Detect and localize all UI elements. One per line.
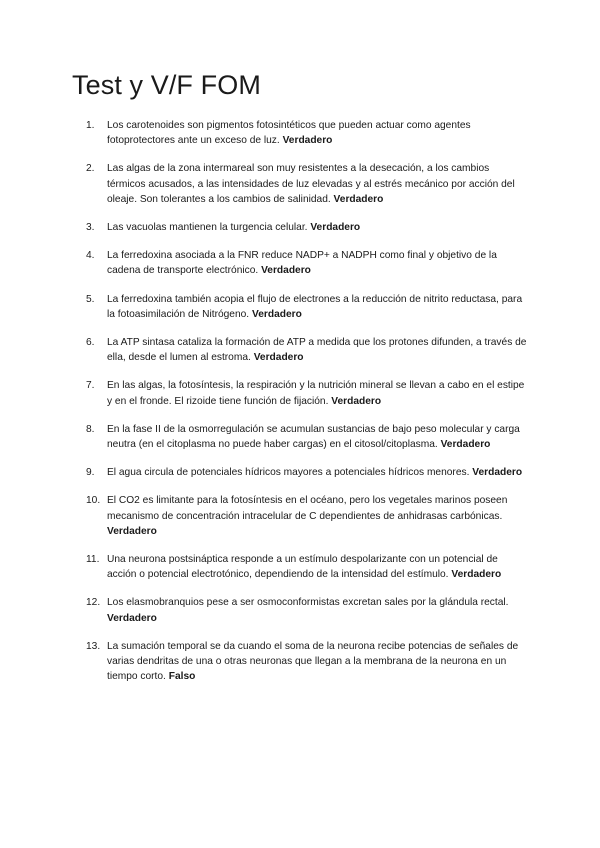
- item-number: 9.: [86, 467, 95, 479]
- item-number: 5.: [86, 293, 95, 305]
- list-item: [86, 595, 530, 626]
- list-item: [86, 248, 530, 279]
- item-number: 11.: [86, 553, 100, 565]
- list-item: [86, 422, 530, 453]
- item-number: 13.: [86, 640, 101, 652]
- item-text: Los elasmobranquios pese a ser osmoconformistas excretan sales por la glándula rectal.: [107, 597, 509, 609]
- list-item: [86, 335, 530, 366]
- list-item: [86, 161, 530, 207]
- item-text: En las algas, la fotosíntesis, la respiración y la nutrición mineral se llevan a cabo en el estipe y en el fronde. El rizoide tiene función de fijación.: [107, 380, 525, 407]
- item-answer: Verdadero: [261, 265, 311, 277]
- item-text: Las algas de la zona intermareal son muy resistentes a la desecación, a los cambios térmicos acusados, a las intensidades de luz elevadas y al estrés mecánico por acción del oleaje. Son tolerantes a los cambios de salinidad.: [107, 163, 515, 205]
- item-answer: Verdadero: [472, 467, 523, 479]
- item-answer: Verdadero: [282, 135, 333, 147]
- item-text: El CO2 es limitante para la fotosíntesis en el océano, pero los vegetales marinos poseen mecanismo de concentración intracelular de C dependientes de anhidrasas carbónicas.: [107, 495, 508, 522]
- item-text: La ATP sintasa cataliza la formación de ATP a medida que los protones difunden, a través de ella, desde el lumen al estroma.: [107, 336, 527, 364]
- item-number: 4.: [86, 250, 95, 262]
- item-number: 8.: [86, 423, 95, 435]
- item-number: 10.: [86, 495, 101, 507]
- item-answer: Verdadero: [310, 222, 361, 234]
- item-answer: Verdadero: [107, 612, 157, 624]
- item-text: La ferredoxina también acopia el flujo de electrones a la reducción de nitrito reductasa, para la fotoasimilación de Nitrógeno.: [107, 293, 523, 320]
- item-number: 12.: [86, 597, 101, 609]
- item-answer: Falso: [168, 671, 196, 683]
- item-text: Los carotenoides son pigmentos fotosintéticos que pueden actuar como agentes fotoprotectores ante un exceso de luz.: [107, 120, 471, 147]
- item-answer: Verdadero: [253, 352, 304, 364]
- item-text: En la fase II de la osmorregulación se acumulan sustancias de bajo peso molecular y carga neutra (en el citoplasma no puede haber cargas) en el citosol/citoplasma.: [107, 423, 520, 451]
- list-item: [86, 220, 530, 235]
- item-number: 6.: [86, 336, 95, 348]
- item-answer: Verdadero: [251, 308, 302, 320]
- item-answer: Verdadero: [440, 439, 491, 451]
- item-number: 2.: [86, 163, 95, 175]
- list-item: [86, 465, 530, 480]
- question-list: [86, 118, 530, 697]
- list-item: [86, 292, 530, 323]
- item-text: El agua circula de potenciales hídricos mayores a potenciales hídricos menores.: [107, 467, 470, 479]
- item-answer: Verdadero: [331, 395, 382, 407]
- item-number: 3.: [86, 222, 95, 234]
- page-title: Test y V/F FOM: [72, 70, 261, 100]
- item-answer: Verdadero: [107, 525, 157, 537]
- item-text: La ferredoxina asociada a la FNR reduce NADP+ a NADPH como final y objetivo de la cadena de transporte electrónico.: [107, 250, 497, 277]
- item-answer: Verdadero: [451, 569, 502, 581]
- list-item: [86, 118, 530, 149]
- list-item: [86, 639, 530, 685]
- item-text: Una neurona postsináptica responde a un estímulo despolarizante con un potencial de acción o potencial electrotónico, dependiendo de la intensidad del estímulo.: [107, 553, 498, 581]
- list-item: [86, 378, 530, 409]
- item-number: 1.: [86, 120, 95, 131]
- item-text: La sumación temporal se da cuando el soma de la neurona recibe potencias de señales de varias dendritas de una o otras neuronas que llegan a la membrana de la neurona en un tiempo corto.: [107, 640, 519, 683]
- list-item: [86, 552, 530, 583]
- list-item: [86, 493, 530, 539]
- item-answer: Verdadero: [333, 193, 384, 205]
- item-text: Las vacuolas mantienen la turgencia celular.: [107, 222, 308, 234]
- item-number: 7.: [86, 380, 95, 392]
